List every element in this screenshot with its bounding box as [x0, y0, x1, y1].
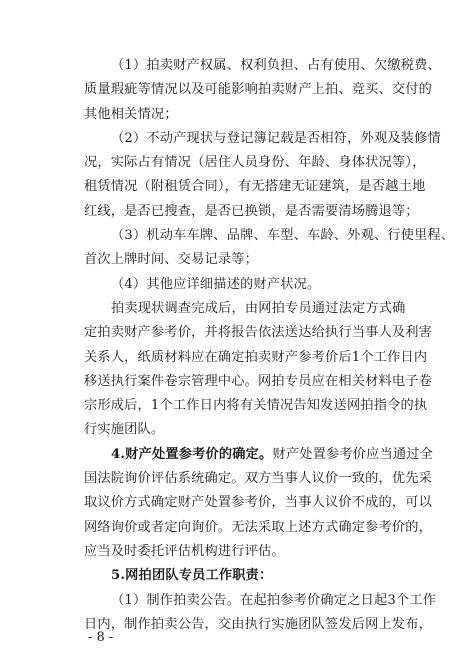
text-line: 关系人，纸质材料应在确定拍卖财产参考价后1个工作日内	[84, 349, 428, 365]
page-number: - 8 -	[88, 630, 114, 645]
text-line: 日内，制作拍卖公告，交由执行实施团队签发后网上发布，	[84, 616, 433, 632]
text-line: 拍卖现状调查完成后，由网拍专员通过法定方式确	[111, 300, 406, 316]
text-line: （2）不动产现状与登记簿记载是否相符，外观及装修情	[111, 130, 441, 146]
text-line: 应当及时委托评估机构进行评估。	[84, 543, 285, 559]
text-line: 取议价方式确定财产处置参考价，当事人议价不成的，可以	[84, 495, 433, 511]
section-heading: 4.财产处置参考价的确定。	[111, 446, 273, 462]
text-line: 首次上牌时间、交易记录等；	[84, 252, 259, 268]
text-line: （1）制作拍卖公告。在起拍参考价确定之日起3个工作	[111, 592, 437, 608]
text-line: 质量瑕疵等情况以及可能影响拍卖财产上拍、竞买、交付的	[84, 82, 433, 98]
text-line: 红线，是否已搜查，是否已换锁，是否需要清场腾退等；	[84, 203, 419, 219]
text-line: 宗形成后，1个工作日内将有关情况告知发送网拍指令的执	[84, 398, 428, 414]
text-line: 5.网拍团队专员工作职责：	[111, 568, 273, 584]
text-line: 租赁情况（附租赁合同），有无搭建无证建筑，是否越土地	[84, 179, 426, 195]
text-line: （4）其他应详细描述的财产状况。	[111, 276, 321, 292]
text-span: 财产处置参考价应当通过全	[272, 446, 434, 462]
text-line: （1）拍卖财产权属、权利负担、占有使用、欠缴税费、	[111, 58, 441, 73]
text-line: （3）机动车车牌、品牌、车型、车龄、外观、行使里程、	[111, 228, 455, 244]
text-line: 其他相关情况；	[84, 106, 178, 122]
text-line: 移送执行案件卷宗管理中心。网拍专员应在相关材料电子卷	[84, 373, 433, 389]
text-line: 国法院询价评估系统确定。双方当事人议价一致的，优先采	[84, 471, 433, 487]
text-line: 况，实际占有情况（居住人员身份、年龄、身体状况等），	[84, 155, 426, 171]
text-line: 网络询价或者定向询价。无法采取上述方式确定参考价的，	[84, 519, 433, 535]
text-line	[84, 443, 434, 467]
text-line: 行实施团队。	[84, 422, 165, 438]
text-line: 定拍卖财产参考价，并将报告依法送达给执行当事人及利害	[84, 325, 433, 341]
document-body	[84, 54, 455, 637]
